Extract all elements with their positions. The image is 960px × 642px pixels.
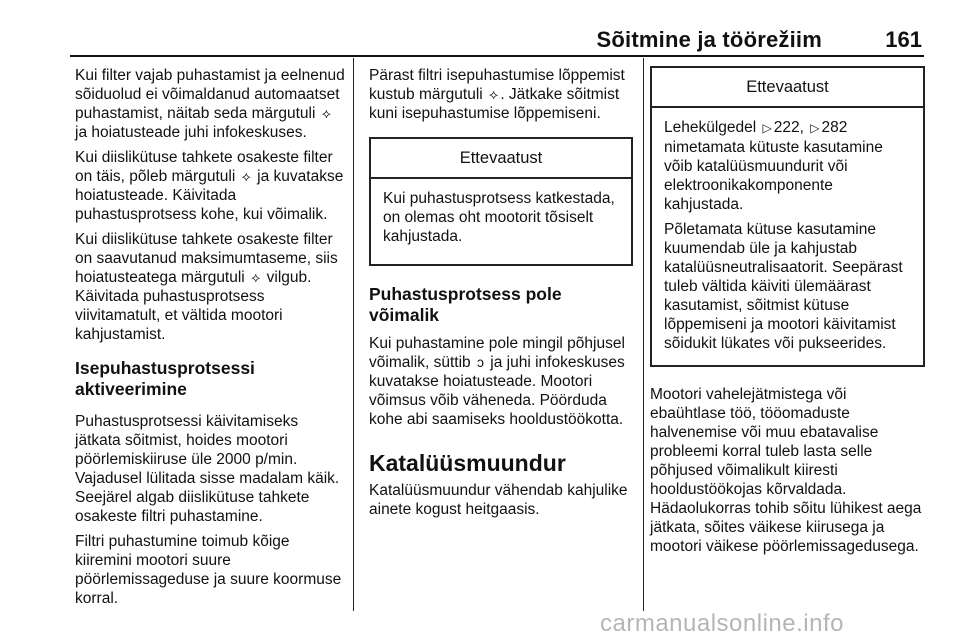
page-reference-link[interactable]: 222, <box>773 119 804 136</box>
column-divider-2 <box>643 58 644 611</box>
right-column <box>650 66 925 562</box>
dpf-warning-icon: ⟡ <box>251 269 261 285</box>
dpf-warning-icon: ⟡ <box>241 168 251 184</box>
caution-text: Kui puhastusprotsess katkestada, on olemas oht mootorit tõsiselt kahjustada. <box>383 190 615 245</box>
paragraph: Kui puhastamine pole mingil põhjusel võimalik, süttib ↄ ja juhi infokeskuses kuvatakse hoiatusteade. Mootori võimsus võib väheneda. Pöörduda kohe abi saamiseks hooldustöökotta. <box>369 335 625 428</box>
page-reference-arrow-icon[interactable]: ▷ <box>810 121 820 135</box>
caution-title: Ettevaatust <box>371 139 631 179</box>
paragraph: Puhastusprotsessi käivitamiseks jätkata sõitmist, hoides mootori pöörlemiskiiruse üle 2000 p/min. Vajadusel lülitada sisse madalam käik. Seejärel algab diislikütuse tahkete osakeste filtri puhastamine. <box>75 413 340 525</box>
caution-box <box>369 137 633 266</box>
paragraph: Katalüüsmuundur vähendab kahjulike ainete kogust heitgaasis. <box>369 482 628 518</box>
caution-title: Ettevaatust <box>652 68 923 108</box>
paragraph: Pärast filtri isepuhastumise lõppemist kustub märgutuli ⟡ . Jätkake sõitmist kuni isepuhastumise lõppemiseni. <box>369 67 625 122</box>
column-divider-1 <box>353 58 354 611</box>
glow-plug-icon: ↄ <box>476 354 484 370</box>
page-reference-arrow-icon[interactable]: ▷ <box>762 121 772 135</box>
paragraph: Kui filter vajab puhastamist ja eelnenud sõiduolud ei võimaldanud automaatset puhastamist, näitab seda märgutuli ⟡ ja hoiatusteade juhi infokeskuses. <box>75 67 345 141</box>
caution-text: Põletamata kütuse kasutamine kuumendab üle ja kahjustab katalüüsneutralisaatorit. Seepärast tuleb vältida käiviti ülemäärast kasutamist, sõitmist kütuse lõppemiseni ja mootori käivitamist sõidukit lükates või pukseerides. <box>664 221 903 352</box>
caution-text: Lehekülgedel ▷ 222, ▷ 282 nimetamata kütuste kasutamine võib katalüüsmuundurit või elektroonikakomponente kahjustada. <box>664 119 883 213</box>
watermark: carmanualsonline.info <box>600 610 844 637</box>
header-rule <box>70 55 924 57</box>
section-heading: Isepuhastusprotsessi aktiveerimine <box>75 358 255 399</box>
middle-column <box>369 66 633 525</box>
dpf-warning-icon: ⟡ <box>489 86 499 102</box>
chapter-title: Sõitmine ja töörežiim <box>596 27 822 52</box>
paragraph: Kui diislikütuse tahkete osakeste filter on saavutanud maksimumtaseme, siis hoiatusteatega märgutuli ⟡ vilgub. Käivitada puhastusprotsess viivitamatult, et vältida mootori kahjustamist. <box>75 231 338 343</box>
paragraph: Kui diislikütuse tahkete osakeste filter on täis, põleb märgutuli ⟡ ja kuvatakse hoiatusteade. Käivitada puhastusprotsess kohe, kui võimalik. <box>75 149 344 223</box>
caution-box <box>650 66 925 367</box>
section-title: Katalüüsmuundur <box>369 450 566 476</box>
page-number: 161 <box>885 27 922 52</box>
paragraph: Filtri puhastumine toimub kõige kiiremini mootori suure pöörlemissageduse ja suure koormuse korral. <box>75 533 342 607</box>
paragraph: Mootori vahelejätmistega või ebaühtlase töö, tööomaduste halvenemise või muu ebatavalise probleemi korral tuleb lasta selle põhjused võimalikult kiiresti hooldustöökojas kõrvaldada. Hädaolukorras tohib sõitu lühikest aega jätkata, sõites väikese kiirusega ja mootori väikese pöörlemissagedusega. <box>650 386 922 555</box>
dpf-warning-icon: ⟡ <box>321 105 331 121</box>
left-column <box>75 66 345 614</box>
section-heading: Puhastusprotsess pole võimalik <box>369 284 562 325</box>
